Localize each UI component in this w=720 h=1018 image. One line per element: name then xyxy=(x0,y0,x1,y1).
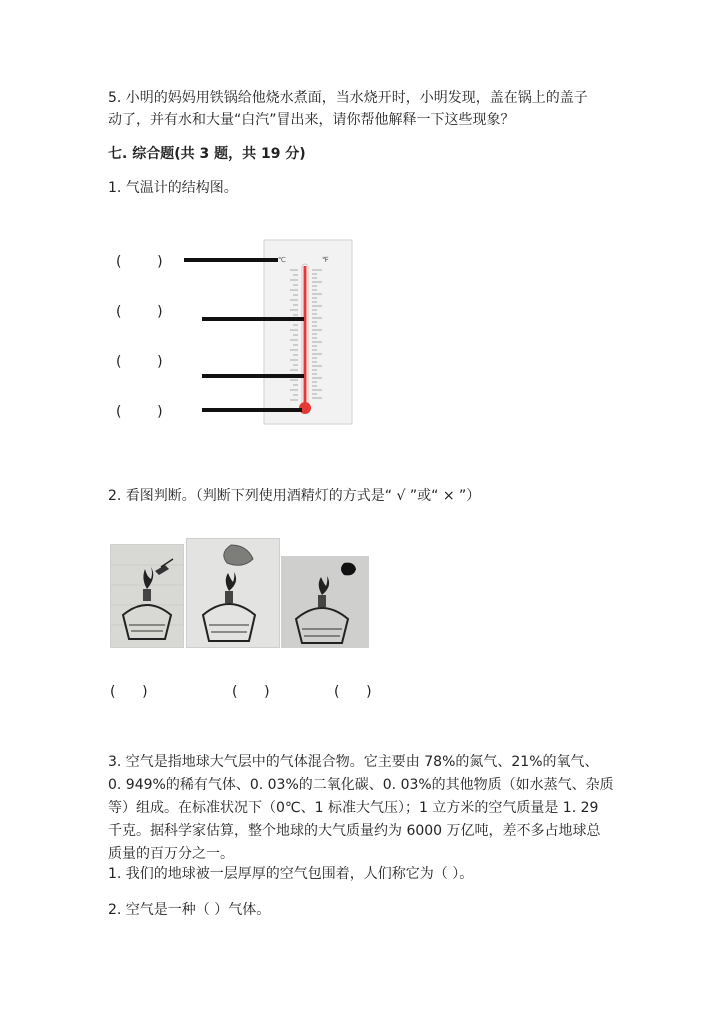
thermometer-diagram xyxy=(110,230,360,430)
lamp-photo-1 xyxy=(110,544,184,648)
q3-paragraph-line-2: 0. 949%的稀有气体、0. 03%的二氧化碳、0. 03%的其他物质（如水蒸气、杂质 xyxy=(108,777,614,793)
fahrenheit-label: ℉ xyxy=(322,256,329,264)
q1-blank-1[interactable]: ( ) xyxy=(116,254,163,270)
q1-prompt: 1. 气温计的结构图。 xyxy=(108,180,238,196)
q2-prompt: 2. 看图判断。（判断下列使用酒精灯的方式是“ √ ”或“ × ”） xyxy=(108,488,481,504)
q1-blank-3[interactable]: ( ) xyxy=(116,354,163,370)
q2-answer-2[interactable]: ( ) xyxy=(232,684,270,700)
q2-answer-1[interactable]: ( ) xyxy=(110,684,148,700)
section-title: 七. 综合题(共 3 题，共 19 分) xyxy=(108,146,306,162)
q3-sub-question-2: 2. 空气是一种（ ）气体。 xyxy=(108,902,271,918)
q3-paragraph-line-3: 等）组成。在标准状况下（0℃、1 标准大气压）；1 立方米的空气质量是 1. 29 xyxy=(108,800,599,816)
lamp-photo-3 xyxy=(281,556,369,648)
q1-blank-4[interactable]: ( ) xyxy=(116,404,163,420)
q5-line-2: 动了，并有水和大量“白汽”冒出来，请你帮他解释一下这些现象？ xyxy=(108,112,515,128)
celsius-label: ℃ xyxy=(278,256,286,264)
q3-sub-question-1: 1. 我们的地球被一层厚厚的空气包围着，人们称它为（ ）。 xyxy=(108,866,474,882)
q2-answer-3[interactable]: ( ) xyxy=(334,684,372,700)
q3-paragraph-line-5: 质量的百万分之一。 xyxy=(108,846,234,862)
liquid-column xyxy=(304,266,307,406)
q3-paragraph-line-4: 千克。据科学家估算，整个地球的大气质量约为 6000 万亿吨，差不多占地球总 xyxy=(108,823,601,839)
lamp-photo-2 xyxy=(186,538,280,648)
q5-line-1: 5. 小明的妈妈用铁锅给他烧水煮面，当水烧开时，小明发现，盖在锅上的盖子 xyxy=(108,90,588,106)
q1-blank-2[interactable]: ( ) xyxy=(116,304,163,320)
q3-paragraph-line-1: 3. 空气是指地球大气层中的气体混合物。它主要由 78%的氮气、21%的氧气、 xyxy=(108,754,599,770)
